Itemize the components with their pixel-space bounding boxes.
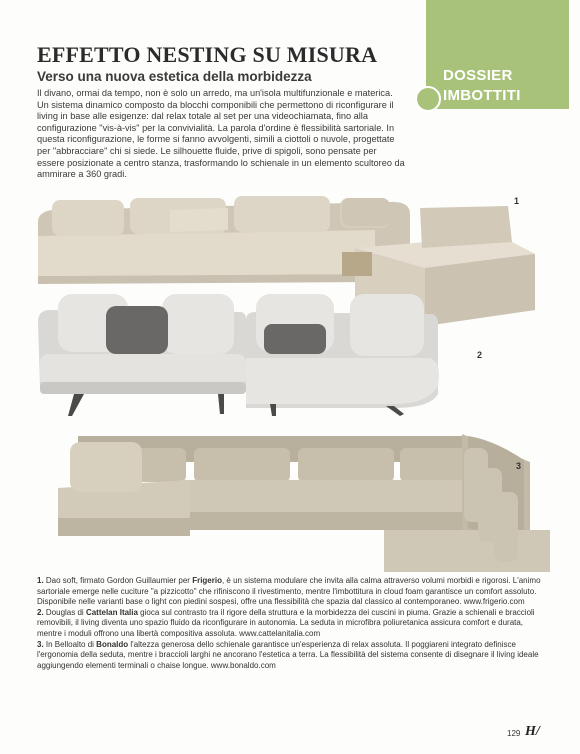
caption-3-post: l'altezza generosa dello schienale garantisce un'esperienza di relax assoluta. Il poggiareni integrato definisce l'ergonomia della seduta, mentre i braccioli larghi ne ancorano l'estetica a terra. La flessibilità del sistema consente di disegnare il living ideale aggiungendo elementi terminali o chaise longue. www.bonaldo.com — [37, 639, 539, 670]
caption-3-number: 3. — [37, 639, 44, 649]
magazine-logo: H/ — [525, 724, 540, 739]
caption-1-number: 1. — [37, 576, 44, 585]
figure-number-2: 2 — [477, 350, 483, 360]
section-label-line2: IMBOTTITI — [443, 87, 521, 104]
article-intro: Il divano, ormai da tempo, non è solo un arredo, ma un'isola multifunzionale e materica. Un sistema dinamico composto da blocchi componibili che permettono di riconfigurare il living in base alle esigenze: dal relax totale al set per una videochiamata, fino alla configurazione "vis-à-vis" per la convivialità. La parola d'ordine è flessibilità sartoriale. In questa riconfigurazione, le forme si fanno avvolgenti, simili a ciottoli o nuvole, progettate per "abbracciare" chi si siede. Le silhouette fluide, prive di spigoli, sono pensate per essere posizionate a centro stanza, trasformando lo schienale in un elemento scultoreo da ammirare a 360 gradi. — [37, 88, 405, 180]
article-subheadline: Verso una nuova estetica della morbidezza — [37, 69, 312, 84]
caption-3-pre: In Belloalto di — [45, 639, 97, 649]
section-label — [443, 66, 521, 106]
caption-1-pre: Dao soft, firmato Gordon Guillaumier per — [45, 576, 193, 585]
caption-3 — [37, 640, 547, 672]
article-headline: EFFETTO NESTING SU MISURA — [37, 42, 378, 67]
caption-2 — [37, 608, 547, 640]
figure-number-1: 1 — [514, 196, 520, 206]
page-number: 129 — [507, 729, 521, 738]
caption-2-pre: Douglas di — [45, 607, 86, 617]
section-label-line1: DOSSIER — [443, 67, 513, 84]
captions-block — [37, 576, 547, 671]
caption-1 — [37, 576, 547, 608]
figure-number-3: 3 — [516, 461, 522, 471]
caption-2-post: gioca sul contrasto tra il rigore della struttura e la morbidezza dei cuscini in piuma. Grazie a schienali e braccioli removibili, il living diventa uno spazio fluido da riconfigurare in autonomia. La seduta in microfibra poliuretanica assicura comfort e durata, mentre i moduli offrono una libertà compositiva assoluta. www.cattelanitalia.com — [37, 607, 535, 638]
sofa-image-2 — [34, 290, 444, 418]
caption-1-post: , è un sistema modulare che invita alla calma attraverso volumi morbidi e rigorosi. L'animo sartoriale emerge nelle cuciture "a pizzicotto" che rifiniscono il rivestimento, mentre l'imbottitura in cloud foam garantisce un comfort assoluto. Disponibile nelle varianti base o light con piedini sospesi, offre una flessibilità che spazia dal classico al contemporaneo. www.frigerio.com — [37, 576, 541, 607]
caption-1-brand: Frigerio — [192, 576, 222, 585]
sofa-image-3 — [54, 432, 554, 572]
caption-2-number: 2. — [37, 607, 44, 617]
caption-3-brand: Bonaldo — [96, 639, 129, 649]
section-bullet-icon — [415, 86, 441, 112]
caption-2-brand: Cattelan Italia — [85, 607, 138, 617]
